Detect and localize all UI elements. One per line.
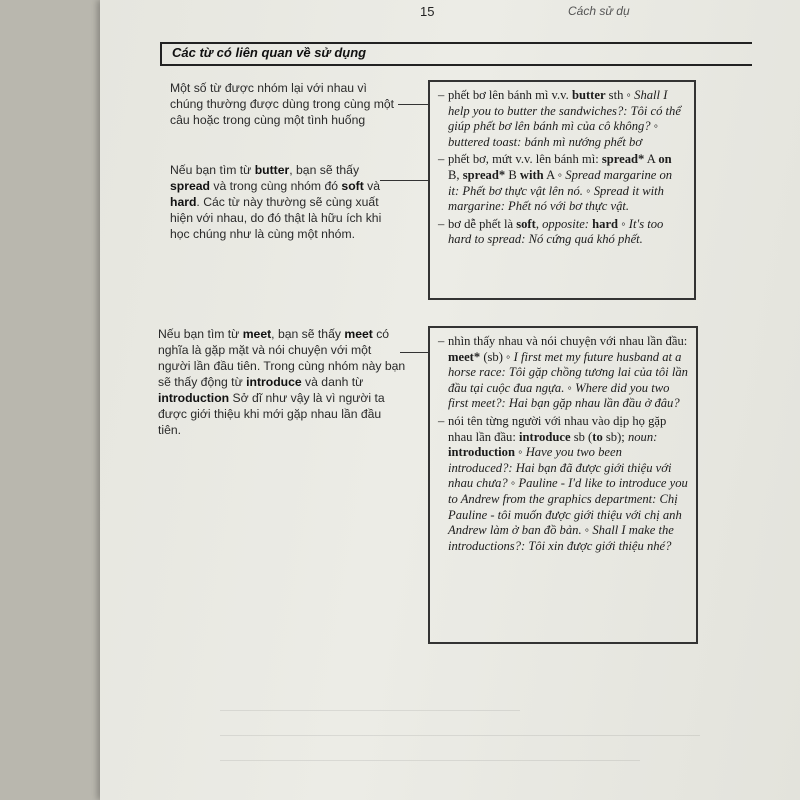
section-heading-bar bbox=[160, 42, 752, 66]
dictionary-entry: – phết bơ lên bánh mì v.v. butter sth ◦ Shall I help you to butter the sandwiches?: Tôi có thể giúp phết bơ lên bánh mì của cô không? ◦ buttered toast: bánh mì nướng phết bơ bbox=[438, 88, 681, 149]
connector-line-intro bbox=[398, 104, 428, 105]
keyword: meet bbox=[242, 327, 272, 341]
connector-line-butter bbox=[380, 180, 428, 181]
bleed-through-text bbox=[220, 710, 520, 712]
keyword: introduce bbox=[246, 375, 302, 389]
page-number: 15 bbox=[420, 4, 435, 19]
dictionary-box-meet bbox=[428, 326, 698, 644]
keyword: butter bbox=[254, 163, 290, 177]
bleed-through-text bbox=[220, 760, 640, 762]
section-title: Các từ có liên quan về sử dụng bbox=[172, 45, 367, 60]
keyword: hard bbox=[170, 195, 197, 209]
dictionary-entry: – bơ dễ phết là soft, opposite: hard ◦ It's too hard to spread: Nó cứng quá khó phết. bbox=[438, 216, 664, 247]
meet-note: Nếu bạn tìm từ meet, bạn sẽ thấy meet có nghĩa là gặp mặt và nói chuyện với một người lần đầu tiên. Trong cùng nhóm này bạn sẽ thấy động từ introduce và danh từ introduction Sở dĩ như vậy là vì người ta được giới thiệu khi mới gặp nhau lần đầu tiên. bbox=[158, 327, 406, 437]
keyword: introduction bbox=[158, 391, 230, 405]
butter-note: Nếu bạn tìm từ butter, bạn sẽ thấy spread và trong cùng nhóm đó soft và hard. Các từ này thường sẽ cùng xuất hiện với nhau, do đó thật là hữu ích khi học chúng như là cùng một nhóm. bbox=[170, 163, 382, 241]
dictionary-entry: – phết bơ, mứt v.v. lên bánh mì: spread* A on B, spread* B with A ◦ Spread margarine on it: Phết bơ thực vật lên nó. ◦ Spread it with margarine: Phết nó với bơ thực vật. bbox=[438, 152, 673, 214]
running-head: Cách sử dụ bbox=[568, 4, 630, 18]
keyword: soft bbox=[341, 179, 364, 193]
keyword: meet bbox=[344, 327, 373, 341]
dictionary-entry: – nhìn thấy nhau và nói chuyện với nhau lần đầu: meet* (sb) ◦ I first met my future husband at a horse race: Tôi gặp chồng tương lai của tôi lần đầu tại cuộc đua ngựa. ◦ Where did you two first meet?: Hai bạn gặp nhau lần đầu ở đâu? bbox=[438, 334, 688, 411]
intro-note: Một số từ được nhóm lại với nhau vì chúng thường được dùng trong cùng một câu hoặc trong cùng một tình huống bbox=[170, 81, 395, 127]
dictionary-box-butter bbox=[428, 80, 696, 300]
keyword: spread bbox=[170, 179, 210, 193]
dictionary-entry: – nói tên từng người với nhau vào dịp họ gặp nhau lần đầu: introduce sb (to sb); noun: introduction ◦ Have you two been introduced?: Hai bạn đã được giới thiệu với nhau chưa? ◦ Pauline - I'd like to introduce you to Andrew from the graphics department: Chị Pauline - tôi muốn được giới thiệu với chị anh Andrew làm ở ban đồ bản. ◦ Shall I make the introductions?: Tôi xin được giới thiệu nhé? bbox=[438, 413, 688, 553]
bleed-through-text bbox=[220, 735, 700, 737]
connector-line-meet bbox=[400, 352, 428, 353]
book-page bbox=[100, 0, 800, 800]
